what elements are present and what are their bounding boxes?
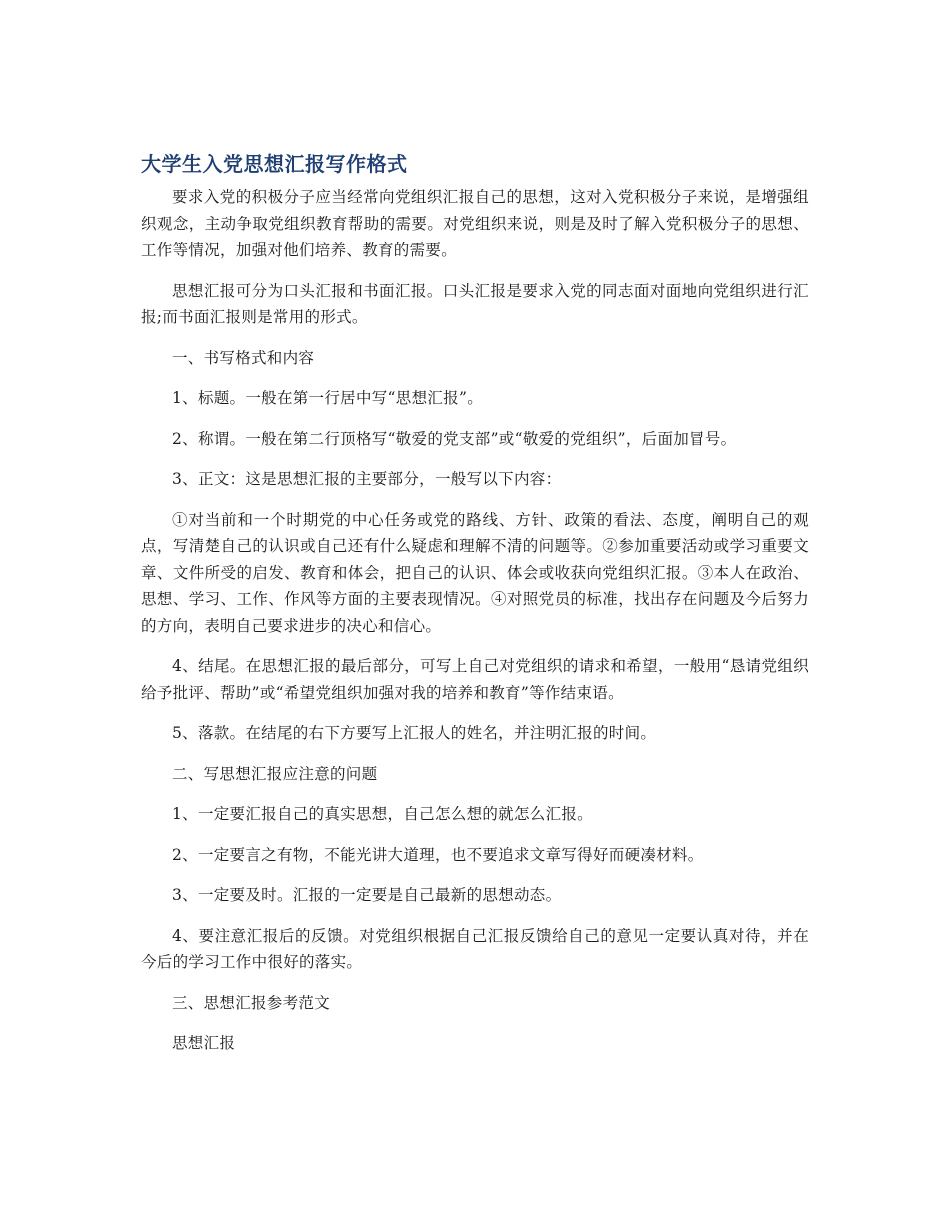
note-item-4: 4、要注意汇报后的反馈。对党组织根据自己汇报反馈给自己的意见一定要认真对待，并在今后的学习工作中很好的落实。 bbox=[141, 926, 809, 971]
list-item-ending: 4、结尾。在思想汇报的最后部分，可写上自己对党组织的请求和希望，一般用“恳请党组织给予批评、帮助”或“希望党组织加强对我的培养和教育”等作结束语。 bbox=[141, 657, 809, 702]
section-heading-sample: 三、思想汇报参考范文 bbox=[172, 993, 331, 1012]
report-types-paragraph: 思想汇报可分为口头汇报和书面汇报。口头汇报是要求入党的同志面对面地向党组织进行汇报;而书面汇报则是常用的形式。 bbox=[141, 281, 809, 326]
note-item-3: 3、一定要及时。汇报的一定要是自己最新的思想动态。 bbox=[172, 886, 562, 904]
note-item-1: 1、一定要汇报自己的真实思想，自己怎么想的就怎么汇报。 bbox=[172, 805, 593, 823]
list-item-title: 1、标题。一般在第一行居中写“思想汇报”。 bbox=[172, 389, 484, 407]
document-title: 大学生入党思想汇报写作格式 bbox=[141, 152, 408, 176]
note-item-2: 2、一定要言之有物，不能光讲大道理，也不要追求文章写得好而硬凑材料。 bbox=[172, 845, 704, 864]
list-item-signature: 5、落款。在结尾的右下方要写上汇报人的姓名，并注明汇报的时间。 bbox=[172, 724, 657, 742]
sample-title: 思想汇报 bbox=[172, 1034, 236, 1052]
list-item-salutation: 2、称谓。一般在第二行顶格写“敬爱的党支部”或“敬爱的党组织”，后面加冒号。 bbox=[172, 429, 737, 448]
section-heading-format: 一、书写格式和内容 bbox=[172, 348, 315, 367]
document-page bbox=[141, 148, 809, 1071]
body-content-paragraph: ①对当前和一个时期党的中心任务或党的路线、方针、政策的看法、态度，阐明自己的观点，写清楚自己的认识或自己还有什么疑虑和理解不清的问题等。②参加重要活动或学习重要文章、文件所受的启发、教育和体会，把自己的认识、体会或收获向党组织汇报。③本人在政治、思想、学习、工作、作风等方面的主要表现情况。④对照党员的标准，找出存在问题及今后努力的方向，表明自己要求进步的决心和信心。 bbox=[141, 510, 809, 635]
list-item-body: 3、正文：这是思想汇报的主要部分，一般写以下内容： bbox=[172, 470, 562, 488]
section-heading-notes: 二、写思想汇报应注意的问题 bbox=[172, 764, 378, 783]
intro-paragraph: 要求入党的积极分子应当经常向党组织汇报自己的思想，这对入党积极分子来说，是增强组织观念，主动争取党组织教育帮助的需要。对党组织来说，则是及时了解入党积极分子的思想、工作等情况，加强对他们培养、教育的需要。 bbox=[141, 188, 809, 259]
